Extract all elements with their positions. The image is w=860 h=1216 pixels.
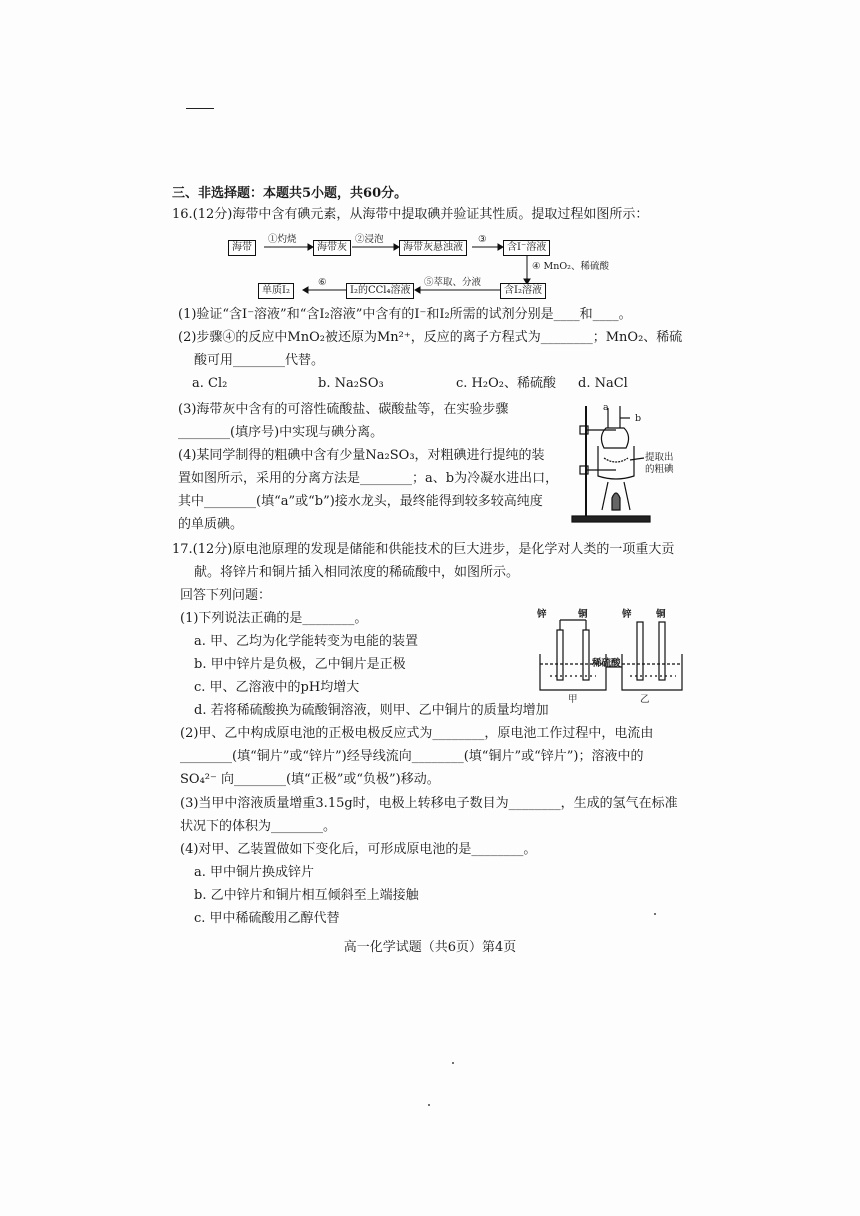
- cells-drawing: [530, 612, 690, 702]
- flow-step-6: ⑥: [318, 277, 327, 288]
- q17-part4-option-a: a. 甲中铜片换成锌片: [194, 865, 315, 880]
- q17-part1-option-c: c. 甲、乙溶液中的pH均增大: [194, 680, 360, 695]
- dilute-acid-label: 稀硫酸: [592, 658, 621, 669]
- flow-box-kelp: 海带: [228, 240, 256, 256]
- q16-part4-line2: 置如图所示，采用的分离方法是________；a、b为冷凝水进出口，: [178, 471, 559, 486]
- page-footer: 高一化学试题（共6页）第4页: [343, 940, 517, 955]
- apparatus-label-a: a: [603, 402, 609, 413]
- q16-option-d: d. NaCl: [578, 376, 628, 391]
- q17-part2-line3: SO₄²⁻ 向________(填“正极”或“负极”)移动。: [180, 772, 440, 787]
- q16-option-b: b. Na₂SO₃: [318, 376, 384, 391]
- q17-part1: (1)下列说法正确的是________。: [180, 611, 368, 626]
- q16-part1: (1)验证“含I⁻溶液”和“含I₂溶液”中含有的I⁻和I₂所需的试剂分别是____和____。: [178, 307, 632, 322]
- apparatus-label-crude-1: 提取出: [645, 452, 674, 463]
- flow-step-3: ③: [478, 234, 487, 245]
- scan-speck: [452, 1062, 454, 1064]
- flow-step-1: ①灼烧: [268, 234, 297, 245]
- q17-answer-prompt: 回答下列问题：: [180, 588, 272, 603]
- flow-box-iodine-ccl4: I₂的CCl₄溶液: [346, 283, 414, 299]
- q16-part2-line1: (2)步骤④的反应中MnO₂被还原为Mn²⁺，反应的离子方程式为________；MnO₂、稀硫: [178, 330, 683, 345]
- q16-part4-line3: 其中________(填“a”或“b”)接水龙头，最终能得到较多较高纯度: [178, 494, 543, 509]
- section-header: 三、非选择题：本题共5小题，共60分。: [172, 186, 408, 201]
- apparatus-label-b: b: [635, 413, 642, 424]
- q17-part4: (4)对甲、乙装置做如下变化后，可形成原电池的是________。: [180, 842, 537, 857]
- q16-intro: 16.(12分)海带中含有碘元素，从海带中提取碘并验证其性质。提取过程如图所示：: [172, 207, 649, 222]
- flow-step-5: ⑤萃取、分液: [424, 277, 482, 288]
- q16-option-a: a. Cl₂: [192, 376, 228, 391]
- scan-speck: [654, 913, 656, 915]
- q16-part2-line2: 酸可用________代替。: [194, 353, 325, 368]
- flow-box-kelp-ash: 海带灰: [313, 240, 351, 256]
- q17-intro-line2: 献。将锌片和铜片插入相同浓度的稀硫酸中，如图所示。: [194, 565, 520, 580]
- flow-box-iodine-solution: 含I₂溶液: [500, 283, 546, 299]
- flow-box-ash-suspension: 海带灰悬浊液: [399, 240, 467, 256]
- cell2-copper-label: 铜: [656, 609, 666, 620]
- flow-box-iodide-solution: 含I⁻溶液: [503, 240, 550, 256]
- flow-arrows: [0, 0, 860, 320]
- q16-part3-line2: ________(填序号)中实现与碘分离。: [178, 425, 384, 440]
- cell1-copper-label: 铜: [578, 609, 588, 620]
- q16-option-c: c. H₂O₂、稀硫酸: [456, 376, 556, 391]
- q17-part1-option-a: a. 甲、乙均为化学能转变为电能的装置: [194, 634, 419, 649]
- cell2-zinc-label: 锌: [622, 609, 632, 620]
- cell2-name: 乙: [640, 694, 650, 705]
- cell1-zinc-label: 锌: [537, 609, 547, 620]
- q17-part1-option-b: b. 甲中锌片是负极，乙中铜片是正极: [194, 657, 406, 672]
- q16-part4-line4: 的单质碘。: [178, 517, 244, 532]
- q17-intro-line1: 17.(12分)原电池原理的发现是储能和供能技术的巨大进步，是化学对人类的一项重大贡: [172, 542, 675, 557]
- flow-step-4: ④ MnO₂、稀硫酸: [532, 261, 609, 272]
- q17-part4-option-b: b. 乙中锌片和铜片相互倾斜至上端接触: [194, 888, 419, 903]
- q17-part2-line1: (2)甲、乙中构成原电池的正极电极反应式为________，原电池工作过程中，电流由: [180, 726, 654, 741]
- q17-part3-line2: 状况下的体积为________。: [180, 819, 337, 834]
- apparatus-label-crude-2: 的粗碘: [645, 464, 674, 475]
- flow-box-elemental-iodine: 单质I₂: [258, 283, 294, 299]
- q17-part4-option-c: c. 甲中稀硫酸用乙醇代替: [194, 911, 340, 926]
- q17-part2-line2: ________(填“铜片”或“锌片”)经导线流向________(填“铜片”或“锌片”)；溶液中的: [180, 749, 644, 764]
- q16-part3-line1: (3)海带灰中含有的可溶性硫酸盐、碳酸盐等，在实验步骤: [178, 402, 509, 417]
- cell1-name: 甲: [568, 694, 578, 705]
- q16-part4-line1: (4)某同学制得的粗碘中含有少量Na₂SO₃，对粗碘进行提纯的装: [178, 448, 545, 463]
- q17-part3-line1: (3)当甲中溶液质量增重3.15g时，电极上转移电子数目为________，生成的氢气在标准: [180, 796, 678, 811]
- scan-speck: [428, 1104, 430, 1106]
- q17-part1-option-d: d. 若将稀硫酸换为硫酸铜溶液，则甲、乙中铜片的质量均增加: [194, 703, 549, 718]
- flow-step-2: ②浸泡: [355, 234, 384, 245]
